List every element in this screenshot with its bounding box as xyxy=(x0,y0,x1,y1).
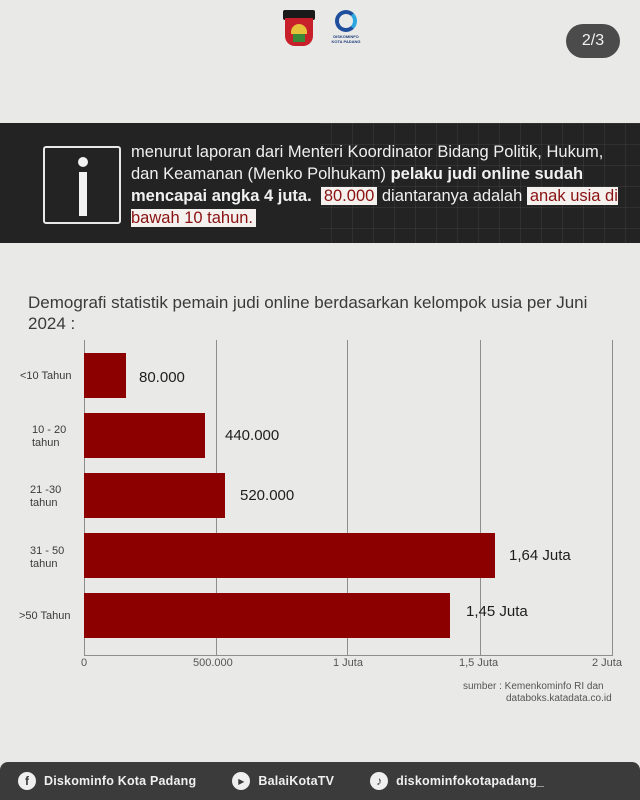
info-text xyxy=(131,141,631,229)
tiktok-icon: ♪ xyxy=(370,772,388,790)
x-tick: 500.000 xyxy=(193,657,233,669)
category-label: >50 Tahun xyxy=(19,610,71,622)
x-tick: 1,5 Juta xyxy=(459,657,499,669)
diskominfo-logo xyxy=(329,10,363,48)
x-tick: 1 Juta xyxy=(333,657,363,669)
highlight-under-10: anak usia di bawah 10 tahun. xyxy=(131,187,618,227)
x-axis xyxy=(84,655,613,656)
bar-value: 440.000 xyxy=(225,427,280,444)
category-label: 21 -30 tahun xyxy=(30,484,62,509)
bar-21-30 xyxy=(84,473,225,518)
gridline-2m xyxy=(612,340,613,656)
social-label: diskominfokotapadang_ xyxy=(396,774,545,788)
info-banner xyxy=(0,123,640,243)
social-tiktok[interactable] xyxy=(370,772,544,790)
kota-padang-logo xyxy=(283,10,315,46)
social-facebook[interactable] xyxy=(18,772,196,790)
facebook-icon: f xyxy=(18,772,36,790)
info-text-intro: menurut laporan dari Menteri Koordinator Bidang Politik, Hukum, dan Keamanan (Menko Polhukam) xyxy=(131,143,604,183)
bar-value: 1,64 Juta xyxy=(509,547,571,564)
chart-title: Demografi statistik pemain judi online berdasarkan kelompok usia per Juni 2024 : xyxy=(28,293,588,333)
bar-10-20 xyxy=(84,413,205,458)
social-youtube[interactable] xyxy=(232,772,334,790)
bar-over-50 xyxy=(84,593,450,638)
info-icon xyxy=(43,146,121,224)
bar-under-10 xyxy=(84,353,126,398)
bar-value: 1,45 Juta xyxy=(466,603,528,620)
social-footer xyxy=(0,762,640,800)
kominfo-logo-text: DISKOMINFO KOTA PADANG xyxy=(331,34,361,44)
bar-31-50 xyxy=(84,533,495,578)
page-indicator: 2/3 xyxy=(566,24,620,58)
category-label: <10 Tahun xyxy=(20,370,72,382)
highlight-80000: 80.000 xyxy=(321,187,377,205)
globe-icon xyxy=(335,10,357,32)
bar-value: 520.000 xyxy=(240,487,295,504)
bar-value: 80.000 xyxy=(139,369,185,386)
social-label: BalaiKotaTV xyxy=(258,774,335,788)
source-line-2: databoks.katadata.co.id xyxy=(506,693,612,704)
info-text-mid: diantaranya adalah xyxy=(377,187,527,205)
x-tick: 2 Juta xyxy=(592,657,622,669)
bar-chart xyxy=(0,340,640,669)
source-line-1: sumber : Kemenkominfo RI dan xyxy=(463,681,604,692)
info-text-bold: pelaku judi online sudah mencapai angka 4 juta. xyxy=(131,165,584,205)
youtube-icon: ▶ xyxy=(232,772,250,790)
category-label: 10 - 20 tahun xyxy=(32,424,67,449)
x-tick: 0 xyxy=(81,657,88,669)
social-label: Diskominfo Kota Padang xyxy=(44,774,197,788)
source-note xyxy=(463,681,612,705)
header-logos xyxy=(283,10,363,48)
category-label: 31 - 50 tahun xyxy=(30,545,65,570)
